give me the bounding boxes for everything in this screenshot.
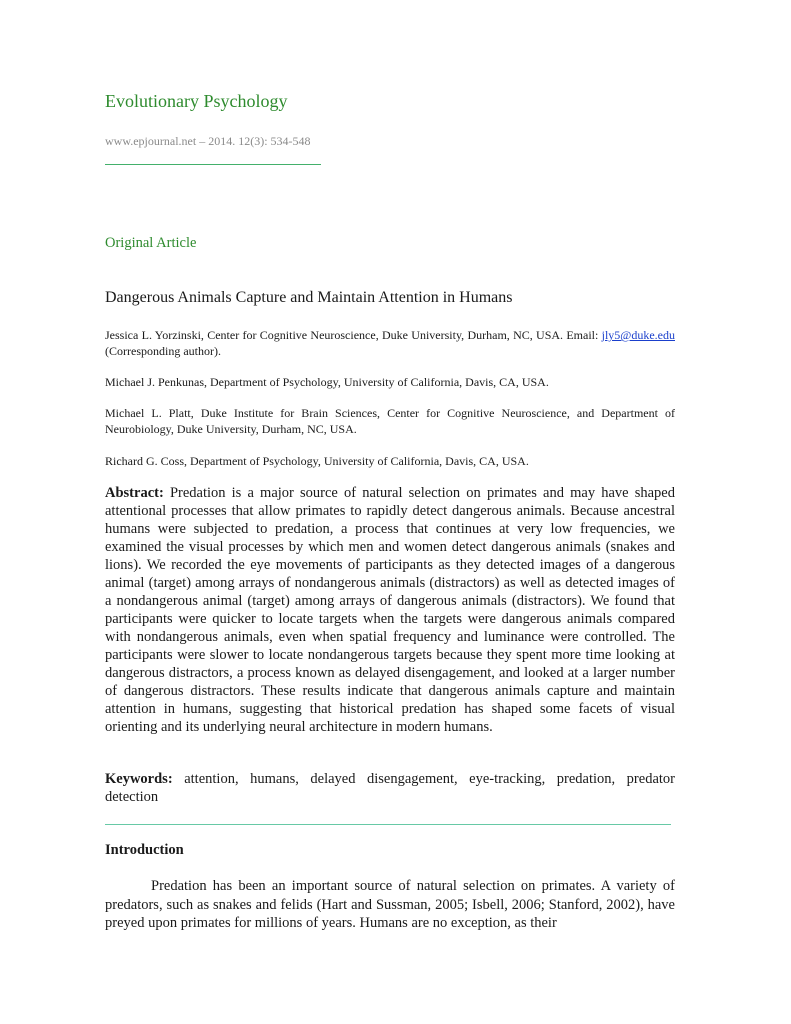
introduction-paragraph: Predation has been an important source of natural selection on primates. A variety of predators, such as snakes and felids (Hart and Sussman, 2005; Isbell, 2006; Stanford, 2002), have preyed upon primates for millions of years. Humans are no exception, as their [105, 878, 675, 931]
author-affiliation-1 [105, 327, 675, 359]
author-1-text: Jessica L. Yorzinski, Center for Cognitive Neuroscience, Duke University, Durham, NC, USA. Email: [105, 328, 602, 342]
journal-info: www.epjournal.net – 2014. 12(3): 534-548 [105, 134, 311, 148]
article-type: Original Article [105, 235, 197, 251]
author-1-suffix: (Corresponding author). [105, 344, 221, 358]
article-title: Dangerous Animals Capture and Maintain Attention in Humans [105, 289, 513, 306]
journal-title: Evolutionary Psychology [105, 91, 288, 111]
keywords-text: attention, humans, delayed disengagement, eye-tracking, predation, predator detection [105, 771, 675, 805]
abstract-label: Abstract: [105, 485, 164, 501]
section-divider [105, 824, 671, 825]
header-rule [105, 164, 321, 165]
abstract-text: Predation is a major source of natural selection on primates and may have shaped attentional processes that allow primates to rapidly detect dangerous animals. Because ancestral humans were subjected to predation, a process that continues at very low frequencies, we examined the visual processes by which men and women detect dangerous animals (snakes and lions). We recorded the eye movements of participants as they detected images of a dangerous animal (target) among arrays of nondangerous animals (distractors) as well as detected images of a nondangerous animal (target) among arrays of dangerous animals (distractors). We found that participants were quicker to locate targets when the targets were dangerous animals compared with nondangerous animals, even when spatial frequency and luminance were controlled. The participants were slower to locate nondangerous targets because they spent more time looking at dangerous distractors, a process known as delayed disengagement, and looked at a larger number of dangerous distractors. These results indicate that dangerous animals capture and maintain attention in humans, suggesting that historical predation has shaped some facets of visual orienting and its underlying neural architecture in modern humans. [105, 485, 675, 735]
author-affiliation-3: Michael L. Platt, Duke Institute for Brain Sciences, Center for Cognitive Neuroscience, and Department of Neurobiology, Duke University, Durham, NC, USA. [105, 406, 675, 436]
email-link[interactable]: jly5@duke.edu [601, 328, 675, 342]
keywords [105, 770, 675, 806]
author-affiliation-2: Michael J. Penkunas, Department of Psychology, University of California, Davis, CA, USA. [105, 375, 549, 389]
author-affiliation-4: Richard G. Coss, Department of Psychology, University of California, Davis, CA, USA. [105, 454, 529, 468]
abstract [105, 484, 675, 736]
keywords-label: Keywords: [105, 771, 173, 787]
section-heading-introduction: Introduction [105, 842, 184, 858]
